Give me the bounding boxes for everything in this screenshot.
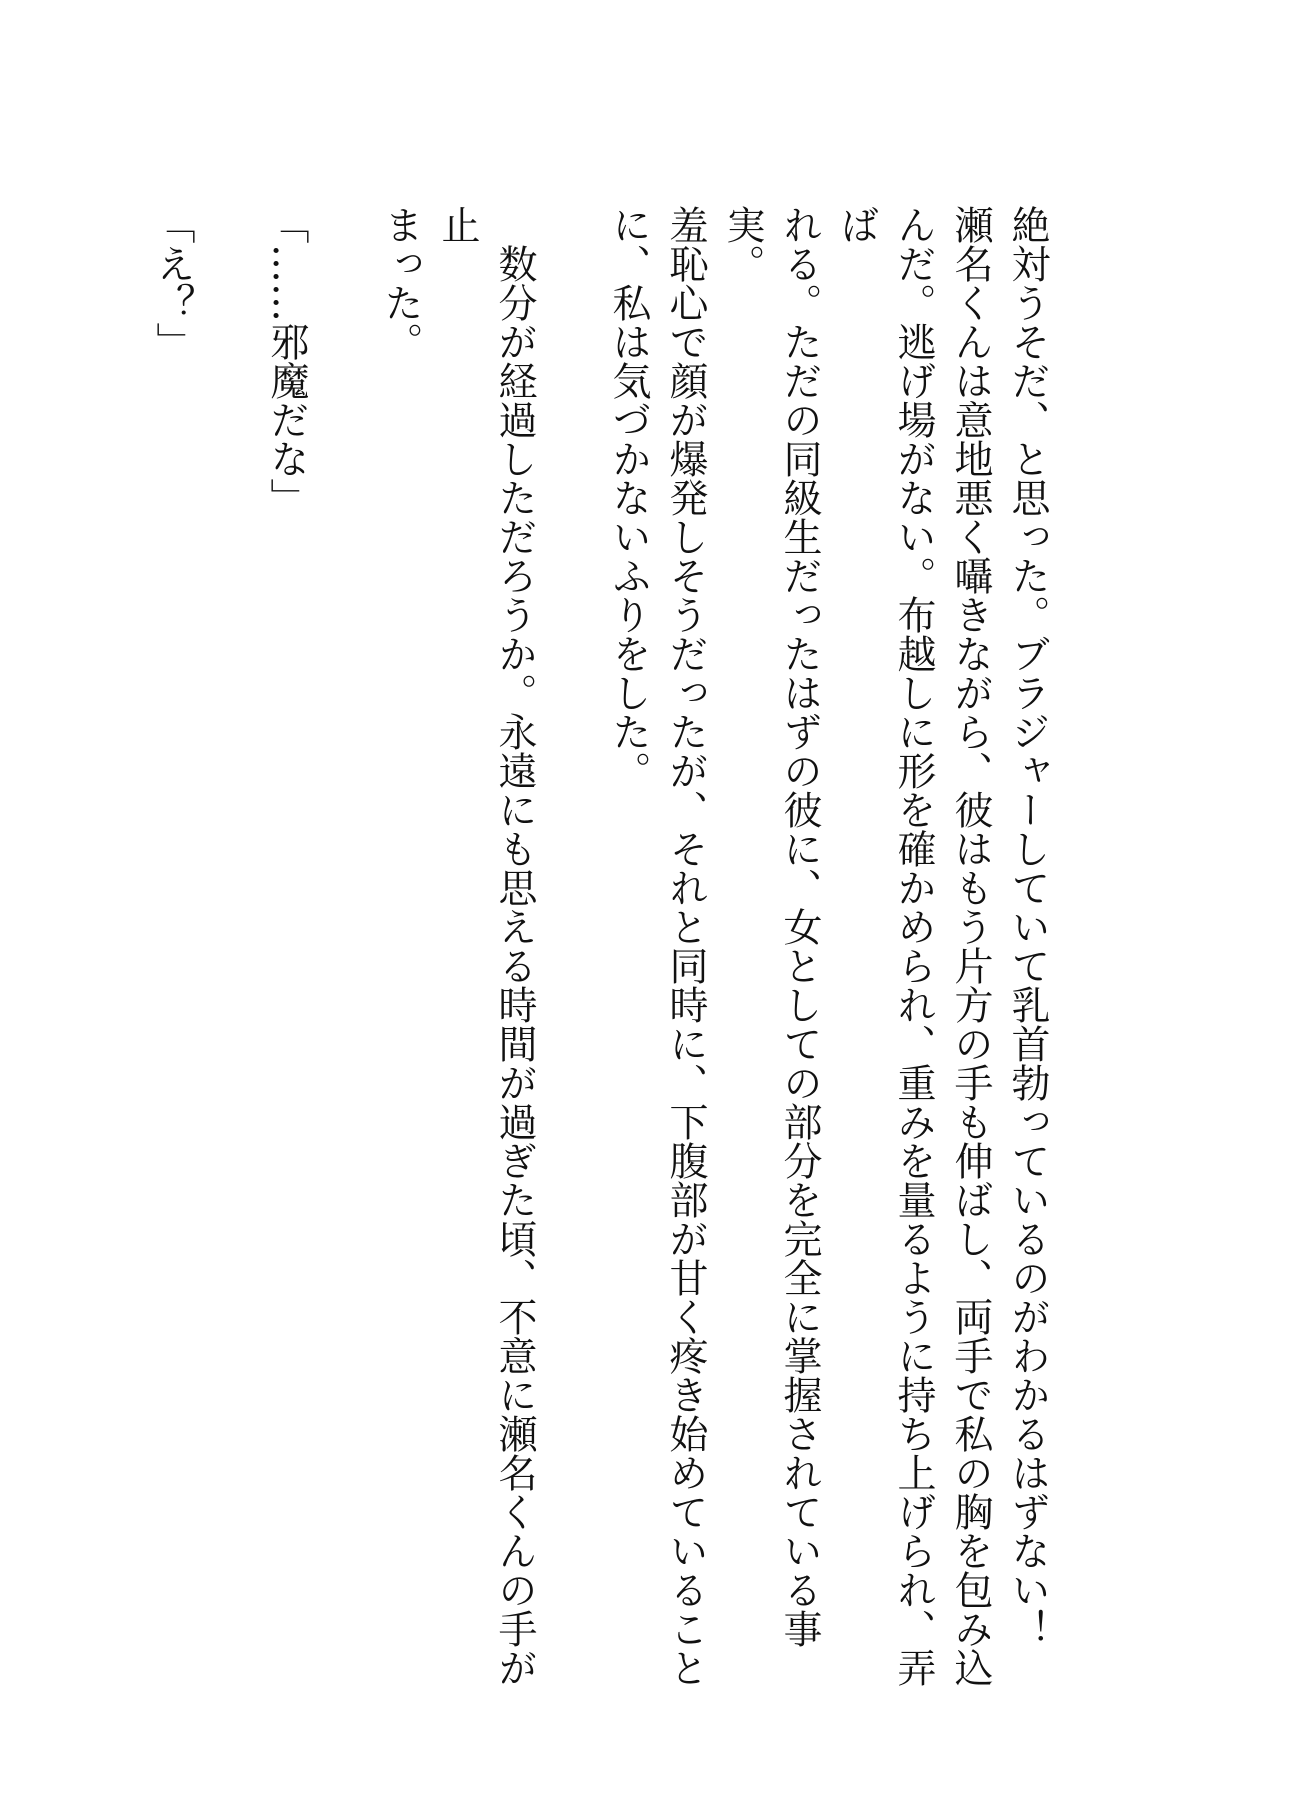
paragraph-gap [543,205,600,1705]
vertical-text-body [144,205,1056,1705]
paragraph-gap [315,205,372,1705]
paragraph-gap [201,205,258,1705]
paragraph-2: 数分が経過しただろうか。永遠にも思える時間が過ぎた頃、不意に瀬名くんの手が止 まった。 [378,205,537,1687]
dialogue-1: 「……邪魔だな」 [264,205,309,517]
dialogue-2: 「え？」 [150,205,195,361]
paragraph-1: 絶対うそだ、と思った。ブラジャーしていて乳首勃っているのがわかるはずない！ 瀬名くんは意地悪く囁きながら、彼はもう片方の手も伸ばし、両手で私の胸を包み込 んだ。逃げ場がない。布越しに形を確かめられ、重みを量るように持ち上げられ、弄ば れる。ただの同級生だったはずの彼に、女としての部分を完全に掌握されている事実。 羞恥心で顔が爆発しそうだったが、それと同時に、下腹部が甘く疼き始めていること に、私は気づかないふりをした。 [606,205,1050,1687]
